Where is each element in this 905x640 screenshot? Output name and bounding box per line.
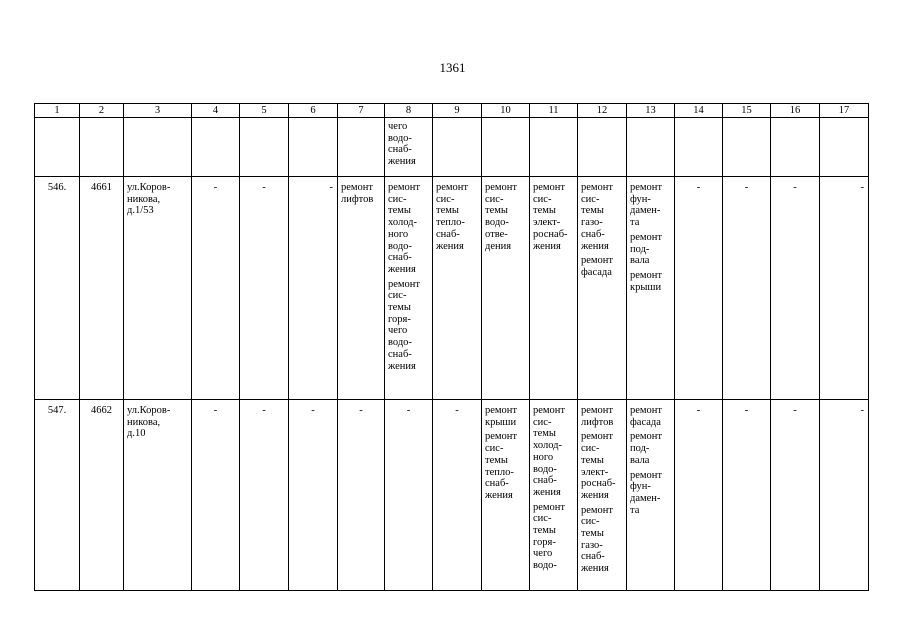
- cell-col14: [675, 400, 723, 591]
- cell-code: [80, 400, 124, 591]
- row-number: 546.: [47, 182, 67, 193]
- cell-col9: [433, 118, 482, 177]
- column-header-row: [35, 104, 869, 118]
- dash: -: [793, 182, 797, 193]
- cell-address: [124, 118, 192, 177]
- cell-col14: [675, 118, 723, 177]
- cell-text: ремонт сис- темы тепло- снаб- жения: [436, 182, 469, 252]
- table-row: [35, 177, 869, 400]
- column-header: 6: [289, 104, 338, 118]
- dash: -: [860, 182, 864, 193]
- cell-text: ремонт крыши: [485, 405, 518, 428]
- cell-col15: [723, 177, 771, 400]
- cell-text: ремонт сис- темы холод- ного водо- снаб- жения: [388, 182, 421, 275]
- cell-col5: [240, 400, 289, 591]
- dash: -: [696, 405, 701, 416]
- cell-col12: [578, 177, 627, 400]
- cell-col11: [530, 177, 578, 400]
- cell-text: ремонт сис- темы холод- ного водо- снаб- жения: [533, 405, 566, 498]
- cell-text: ремонт крыши: [630, 269, 663, 293]
- dash: -: [329, 182, 333, 193]
- cell-code: [80, 177, 124, 400]
- cell-text: ремонт сис- темы горя- чего водо- снаб- жения: [388, 278, 421, 372]
- dash: -: [262, 182, 266, 193]
- object-code: 4662: [91, 405, 112, 416]
- cell-number: [35, 400, 80, 591]
- cell-col17: [820, 177, 869, 400]
- column-header: 7: [338, 104, 385, 118]
- dash: -: [359, 405, 363, 416]
- table-row-continuation: [35, 118, 869, 177]
- cell-col8: [385, 177, 433, 400]
- dash: -: [455, 405, 459, 416]
- dash: -: [744, 405, 749, 416]
- dash: -: [213, 182, 218, 193]
- column-header: 14: [675, 104, 723, 118]
- cell-col17: [820, 118, 869, 177]
- cell-col15: [723, 400, 771, 591]
- column-header: 3: [124, 104, 192, 118]
- cell-text: чего водо- снаб- жения: [388, 121, 416, 168]
- table-row: [35, 400, 869, 591]
- cell-col4: [192, 400, 240, 591]
- cell-number: [35, 177, 80, 400]
- cell-col8: [385, 118, 433, 177]
- cell-col16: [771, 400, 820, 591]
- cell-col6: [289, 177, 338, 400]
- cell-col17: [820, 400, 869, 591]
- cell-col4: [192, 177, 240, 400]
- cell-col7: [338, 400, 385, 591]
- cell-col6: [289, 400, 338, 591]
- cell-text: ремонт лифтов: [581, 405, 614, 428]
- cell-text: ремонт лифтов: [341, 182, 374, 205]
- cell-col6: [289, 118, 338, 177]
- address: ул.Коров- никова, д.10: [127, 405, 171, 440]
- cell-col8: [385, 400, 433, 591]
- column-header: 17: [820, 104, 869, 118]
- cell-address: [124, 177, 192, 400]
- cell-col16: [771, 177, 820, 400]
- column-header: 4: [192, 104, 240, 118]
- cell-col13: [627, 177, 675, 400]
- repair-schedule-table: [34, 103, 869, 591]
- cell-col14: [675, 177, 723, 400]
- cell-text: ремонт сис- темы элект- роснаб- жения: [533, 182, 568, 252]
- cell-code: [80, 118, 124, 177]
- cell-col10: [482, 400, 530, 591]
- object-code: 4661: [91, 182, 112, 193]
- dash: -: [213, 405, 218, 416]
- cell-col10: [482, 177, 530, 400]
- row-number: 547.: [47, 405, 67, 416]
- dash: -: [311, 405, 315, 416]
- column-header: 16: [771, 104, 820, 118]
- cell-number: [35, 118, 80, 177]
- cell-text: ремонт сис- темы газо- снаб- жения: [581, 504, 614, 575]
- dash: -: [860, 405, 864, 416]
- cell-col5: [240, 118, 289, 177]
- address: ул.Коров- никова, д.1/53: [127, 182, 171, 217]
- dash: -: [696, 182, 701, 193]
- column-header: 5: [240, 104, 289, 118]
- cell-text: ремонт фасада: [630, 405, 663, 428]
- cell-text: ремонт под- вала: [630, 431, 663, 466]
- column-header: 15: [723, 104, 771, 118]
- column-header: 9: [433, 104, 482, 118]
- cell-col15: [723, 118, 771, 177]
- dash: -: [406, 405, 411, 416]
- column-header: 8: [385, 104, 433, 118]
- dash: -: [262, 405, 266, 416]
- cell-col12: [578, 400, 627, 591]
- dash: -: [744, 182, 749, 193]
- cell-col9: [433, 177, 482, 400]
- cell-text: ремонт сис- темы газо- снаб- жения: [581, 182, 614, 252]
- column-header: 13: [627, 104, 675, 118]
- column-header: 1: [35, 104, 80, 118]
- cell-col11: [530, 118, 578, 177]
- cell-col9: [433, 400, 482, 591]
- cell-col13: [627, 118, 675, 177]
- cell-col10: [482, 118, 530, 177]
- dash: -: [793, 405, 797, 416]
- cell-col13: [627, 400, 675, 591]
- cell-col5: [240, 177, 289, 400]
- cell-address: [124, 400, 192, 591]
- column-header: 10: [482, 104, 530, 118]
- cell-col12: [578, 118, 627, 177]
- cell-text: ремонт сис- темы водо- отве- дения: [485, 182, 518, 252]
- cell-col7: [338, 118, 385, 177]
- cell-text: ремонт под- вала: [630, 231, 663, 267]
- cell-col16: [771, 118, 820, 177]
- page-number: 1361: [439, 60, 466, 75]
- cell-text: ремонт сис- темы тепло- снаб- жения: [485, 431, 518, 501]
- cell-col7: [338, 177, 385, 400]
- column-header: 2: [80, 104, 124, 118]
- cell-text: ремонт фун- дамен- та: [630, 469, 663, 516]
- cell-text: ремонт сис- темы горя- чего водо-: [533, 501, 566, 572]
- cell-col11: [530, 400, 578, 591]
- cell-text: ремонт фасада: [581, 255, 614, 278]
- column-header: 12: [578, 104, 627, 118]
- cell-col4: [192, 118, 240, 177]
- cell-text: ремонт сис- темы элект- роснаб- жения: [581, 431, 616, 501]
- column-header: 11: [530, 104, 578, 118]
- cell-text: ремонт фун- дамен- та: [630, 182, 663, 229]
